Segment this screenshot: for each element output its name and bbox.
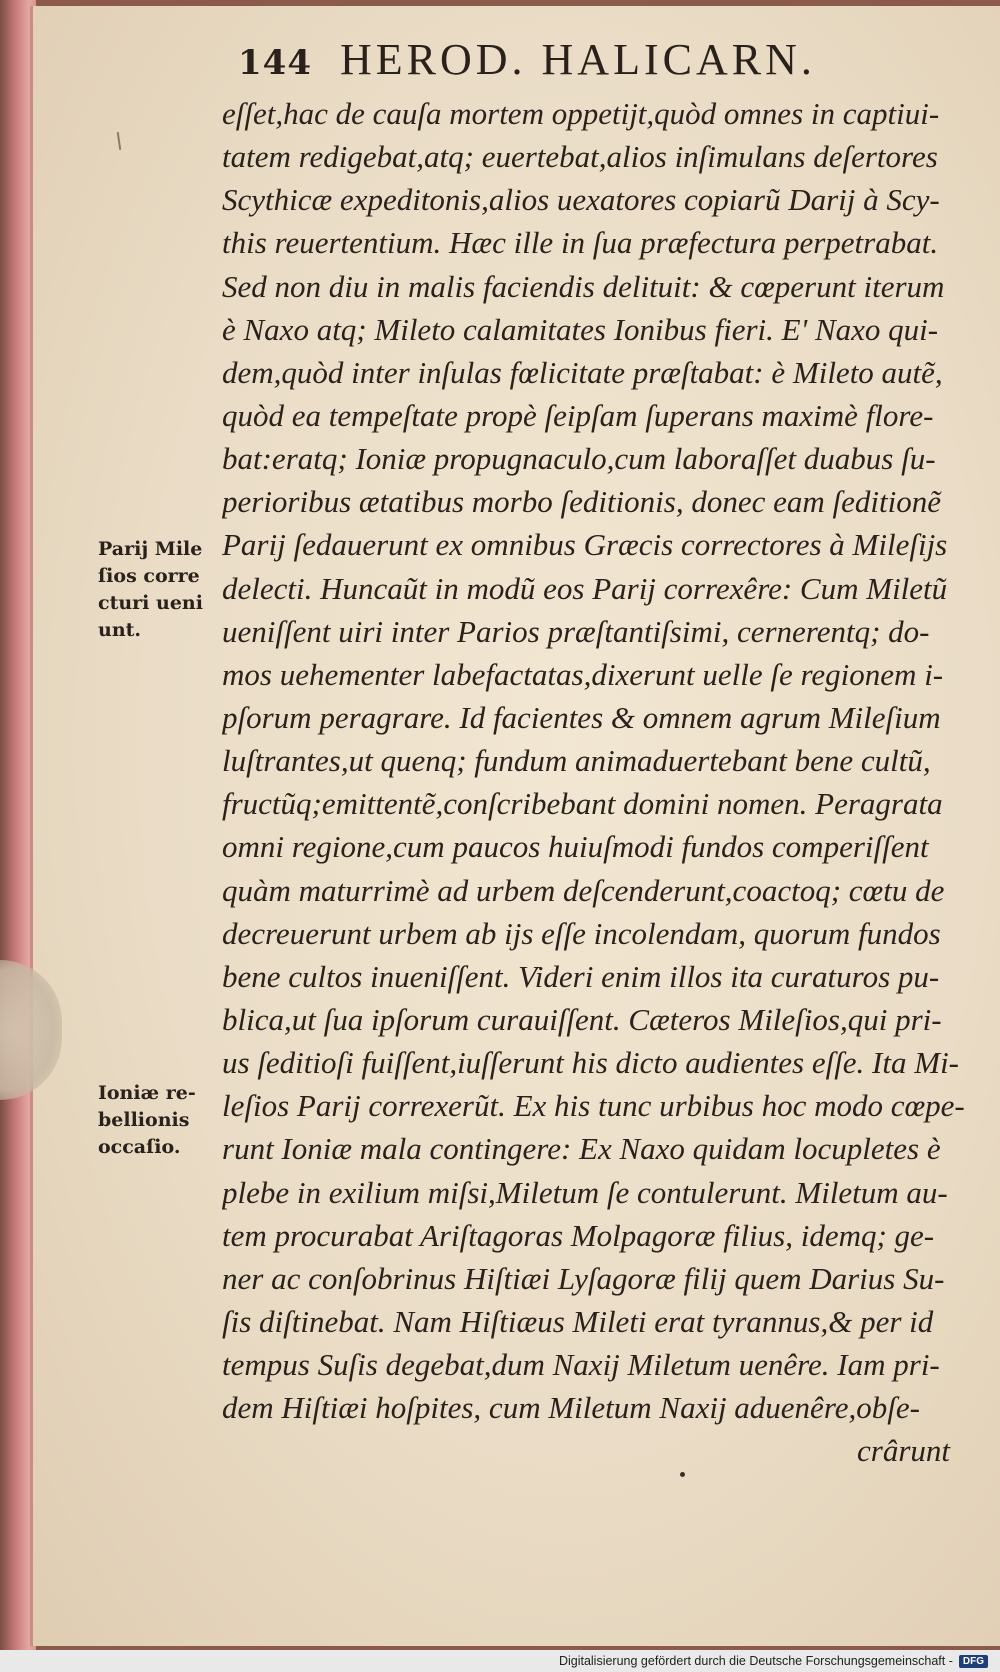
marginal-note-line: Ioniæ re- (98, 1082, 196, 1104)
text-line: blica,ut ſua ipſorum curauiſſent. Cæteros Mileſios,qui pri- (222, 1001, 942, 1037)
marginal-note-parii (98, 536, 216, 644)
text-line: Scythicæ expeditonis,alios uexatores copiarũ Darij à Scy- (222, 182, 940, 218)
text-line: bat:eratq; Ioniæ propugnaculo,cum laboraſſet duabus ſu- (222, 441, 936, 477)
text-line: quàm maturrimè ad urbem deſcenderunt,coactoq; cœtu de (222, 872, 945, 908)
text-line: plebe in exilium miſsi,Miletum ſe contulerunt. Miletum au- (222, 1174, 948, 1210)
catchword: crârunt (857, 1433, 950, 1469)
text-line: Sed non diu in malis faciendis delituit: & cœperunt iterum (222, 268, 945, 304)
text-line: ueniſſent uiri inter Parios præſtantiſsimi, cernerentq; do- (222, 613, 930, 649)
text-line: runt Ioniæ mala contingere: Ex Naxo quidam locupletes è (222, 1131, 941, 1167)
text-line: ſis diſtinebat. Nam Hiſtiæus Mileti erat tyrannus,& per id (222, 1303, 934, 1339)
text-line: ner ac conſobrinus Hiſtiæi Lyſagoræ filij quem Darius Su- (222, 1260, 945, 1296)
text-line: delecti. Huncaũt in modũ eos Parij correxêre: Cum Miletũ (222, 570, 948, 606)
running-head (238, 34, 918, 90)
text-line: dem Hiſtiæi hoſpites, cum Miletum Naxij aduenêre,obſe- (222, 1390, 920, 1426)
text-line: bene cultos inueniſſent. Videri enim illos ita curaturos pu- (222, 958, 940, 994)
text-line: leſios Parij correxerũt. Ex his tunc urbibus hoc modo cœpe- (222, 1088, 965, 1124)
text-line: perioribus ætatibus morbo ſeditionis, donec eam ſeditionẽ (222, 484, 941, 520)
footer-credit: Digitalisierung gefördert durch die Deutsche Forschungsgemeinschaft - (558, 1654, 953, 1668)
text-line: tem procurabat Ariſtagoras Molpagoræ filius, idemq; ge- (222, 1217, 935, 1253)
text-line: this reuertentium. Hæc ille in ſua præfectura perpetrabat. (222, 225, 939, 261)
marginal-note-line: unt. (98, 619, 142, 641)
text-line: pſorum peragrare. Id facientes & omnem agrum Mileſium (222, 699, 941, 735)
ink-dot (680, 1472, 685, 1477)
text-line: luſtrantes,ut quenq; fundum animaduertebant bene cultũ, (222, 743, 931, 779)
digitization-footer (0, 1650, 1000, 1672)
marginal-note-line: cturi ueni (98, 592, 203, 614)
marginal-note-ionia (98, 1080, 216, 1161)
marginal-note-line: ſios corre (98, 565, 200, 587)
text-line: tempus Suſis degebat,dum Naxij Miletum uenêre. Iam pri- (222, 1347, 940, 1383)
marginal-note-line: bellionis (98, 1109, 190, 1131)
text-line: eſſet,hac de cauſa mortem oppetijt,quòd omnes in captiui- (222, 96, 940, 131)
body-text (222, 92, 974, 1473)
text-line: dem,quòd inter inſulas fœlicitate præſtabat: è Mileto autẽ, (222, 354, 943, 390)
text-line: fructũq;emittentẽ,conſcribebant domini nomen. Peragrata (222, 786, 943, 822)
text-line: tatem redigebat,atq; euertebat,alios inſimulans deſertores (222, 139, 938, 175)
text-line: Parij ſedauerunt ex omnibus Græcis correctores à Mileſijs (222, 527, 948, 563)
text-line: quòd ea tempeſtate propè ſeipſam ſuperans maximè flore- (222, 397, 934, 433)
book-title: HEROD. HALICARN. (339, 35, 816, 84)
text-line: us ſeditioſi fuiſſent,iuſſerunt his dicto audientes eſſe. Ita Mi- (222, 1045, 960, 1081)
dfg-logo: DFG (959, 1655, 988, 1668)
text-line: è Naxo atq; Mileto calamitates Ionibus fieri. E' Naxo qui- (222, 311, 939, 347)
text-line: decreuerunt urbem ab ijs eſſe incolendam, quorum fundos (222, 915, 941, 951)
page-number: 144 (238, 43, 312, 83)
text-line: omni regione,cum paucos huiuſmodi fundos comperiſſent (222, 829, 929, 865)
marginal-note-line: Parij Mile (98, 538, 203, 560)
marginal-note-line: occaſio. (98, 1136, 181, 1158)
text-line: mos uehementer labefactatas,dixerunt uelle ſe regionem i- (222, 656, 944, 692)
